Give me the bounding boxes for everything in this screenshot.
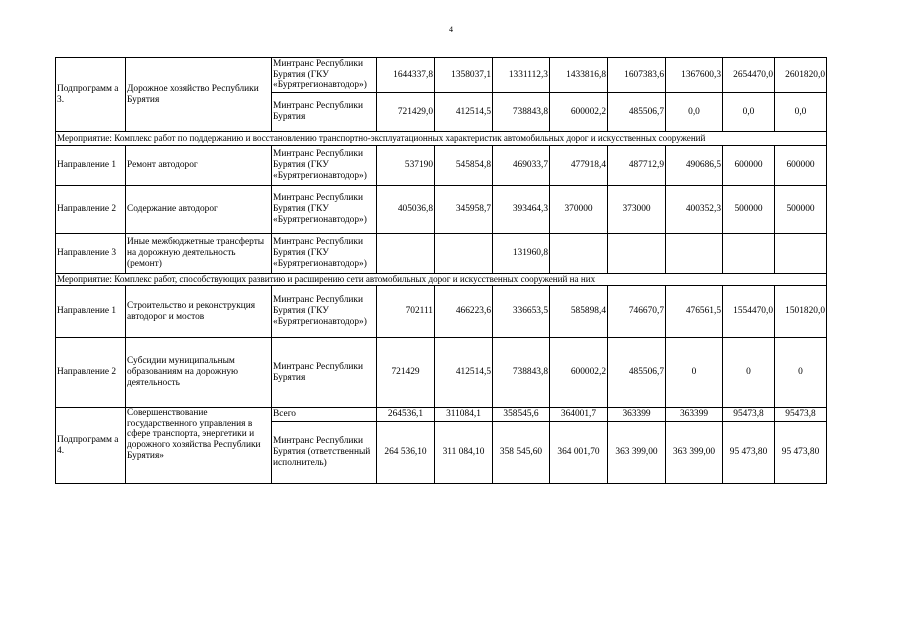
budget-table bbox=[55, 57, 827, 484]
direction-label: Направление 1 bbox=[56, 146, 126, 186]
value-cell: 485506,7 bbox=[608, 338, 666, 408]
value-cell: 746670,7 bbox=[608, 286, 666, 338]
value-cell: 585898,4 bbox=[550, 286, 608, 338]
value-cell: 1367600,3 bbox=[666, 58, 723, 93]
program-label: Подпрограмм а 3. bbox=[56, 58, 126, 132]
value-cell: 364 001,70 bbox=[550, 422, 608, 484]
value-cell bbox=[775, 234, 827, 274]
value-cell: 95 473,80 bbox=[775, 422, 827, 484]
value-cell: 373000 bbox=[608, 186, 666, 234]
value-cell: 469033,7 bbox=[493, 146, 550, 186]
value-cell: 364001,7 bbox=[550, 408, 608, 422]
value-cell: 1501820,0 bbox=[775, 286, 827, 338]
value-cell: 405036,8 bbox=[377, 186, 435, 234]
table-row bbox=[56, 132, 827, 146]
value-cell: 363399 bbox=[608, 408, 666, 422]
direction-name: Ремонт автодорог bbox=[126, 146, 272, 186]
executor-cell: Минтранс Республики Бурятия bbox=[272, 338, 377, 408]
value-cell: 490686,5 bbox=[666, 146, 723, 186]
value-cell: 95 473,80 bbox=[723, 422, 775, 484]
value-cell: 358 545,60 bbox=[493, 422, 550, 484]
value-cell: 2601820,0 bbox=[775, 58, 827, 93]
value-cell: 336653,5 bbox=[493, 286, 550, 338]
direction-name: Субсидии муниципальным образованиям на дорожную деятельность bbox=[126, 338, 272, 408]
value-cell: 0,0 bbox=[666, 93, 723, 132]
value-cell: 131960,8 bbox=[493, 234, 550, 274]
direction-name: Содержание автодорог bbox=[126, 186, 272, 234]
value-cell: 487712,9 bbox=[608, 146, 666, 186]
table-row bbox=[56, 408, 827, 422]
table-row bbox=[56, 234, 827, 274]
value-cell: 466223,6 bbox=[435, 286, 493, 338]
value-cell: 1331112,3 bbox=[493, 58, 550, 93]
value-cell: 721429,0 bbox=[377, 93, 435, 132]
table-row bbox=[56, 338, 827, 408]
value-cell: 537190 bbox=[377, 146, 435, 186]
program-name: Дорожное хозяйство Республики Бурятия bbox=[126, 58, 272, 132]
executor-cell: Минтранс Республики Бурятия (ГКУ «Бурятрегионавтодор») bbox=[272, 186, 377, 234]
value-cell: 0 bbox=[723, 338, 775, 408]
value-cell: 363 399,00 bbox=[666, 422, 723, 484]
value-cell: 358545,6 bbox=[493, 408, 550, 422]
direction-label: Направление 2 bbox=[56, 338, 126, 408]
executor-cell: Минтранс Республики Бурятия (ответственный исполнитель) bbox=[272, 422, 377, 484]
executor-cell: Всего bbox=[272, 408, 377, 422]
value-cell bbox=[608, 234, 666, 274]
value-cell: 738843,8 bbox=[493, 93, 550, 132]
value-cell: 1358037,1 bbox=[435, 58, 493, 93]
value-cell bbox=[435, 234, 493, 274]
value-cell bbox=[723, 234, 775, 274]
executor-cell: Минтранс Республики Бурятия (ГКУ «Бурятрегионавтодор») bbox=[272, 58, 377, 93]
direction-name: Строительство и реконструкция автодорог и мостов bbox=[126, 286, 272, 338]
value-cell: 476561,5 bbox=[666, 286, 723, 338]
executor-cell: Минтранс Республики Бурятия (ГКУ «Бурятрегионавтодор») bbox=[272, 286, 377, 338]
value-cell bbox=[666, 234, 723, 274]
value-cell: 311 084,10 bbox=[435, 422, 493, 484]
value-cell: 264 536,10 bbox=[377, 422, 435, 484]
executor-cell: Минтранс Республики Бурятия (ГКУ «Бурятрегионавтодор») bbox=[272, 146, 377, 186]
table-row bbox=[56, 58, 827, 93]
value-cell: 600002,2 bbox=[550, 93, 608, 132]
value-cell: 311084,1 bbox=[435, 408, 493, 422]
table-row bbox=[56, 186, 827, 234]
table-row bbox=[56, 146, 827, 186]
value-cell: 1607383,6 bbox=[608, 58, 666, 93]
value-cell: 1554470,0 bbox=[723, 286, 775, 338]
value-cell: 95473,8 bbox=[775, 408, 827, 422]
value-cell: 738843,8 bbox=[493, 338, 550, 408]
program-name: Совершенствование государственного управления в сфере транспорта, энергетики и дорожного хозяйства Республики Бурятия» bbox=[126, 408, 272, 484]
executor-cell: Минтранс Республики Бурятия (ГКУ «Бурятрегионавтодор») bbox=[272, 234, 377, 274]
value-cell: 0,0 bbox=[775, 93, 827, 132]
value-cell: 412514,5 bbox=[435, 338, 493, 408]
direction-name: Иные межбюджетные трансферты на дорожную деятельность (ремонт) bbox=[126, 234, 272, 274]
value-cell: 95473,8 bbox=[723, 408, 775, 422]
value-cell: 1644337,8 bbox=[377, 58, 435, 93]
event-heading: Мероприятие: Комплекс работ по поддержанию и восстановлению транспортно-эксплуатационных характеристик автомобильных дорог и искусственных сооружений bbox=[56, 132, 827, 146]
table-row bbox=[56, 274, 827, 286]
event-heading: Мероприятие: Комплекс работ, способствующих развитию и расширению сети автомобильных дорог и искусственных сооружений на них bbox=[56, 274, 827, 286]
table-row bbox=[56, 286, 827, 338]
value-cell: 412514,5 bbox=[435, 93, 493, 132]
value-cell: 1433816,8 bbox=[550, 58, 608, 93]
value-cell bbox=[377, 234, 435, 274]
value-cell: 0 bbox=[775, 338, 827, 408]
value-cell: 500000 bbox=[723, 186, 775, 234]
value-cell: 477918,4 bbox=[550, 146, 608, 186]
page-number: 4 bbox=[449, 25, 453, 34]
direction-label: Направление 2 bbox=[56, 186, 126, 234]
value-cell: 600002,2 bbox=[550, 338, 608, 408]
direction-label: Направление 3 bbox=[56, 234, 126, 274]
value-cell: 0,0 bbox=[723, 93, 775, 132]
value-cell: 600000 bbox=[775, 146, 827, 186]
direction-label: Направление 1 bbox=[56, 286, 126, 338]
value-cell: 363 399,00 bbox=[608, 422, 666, 484]
program-label: Подпрограмм а 4. bbox=[56, 408, 126, 484]
executor-cell: Минтранс Республики Бурятия bbox=[272, 93, 377, 132]
value-cell: 370000 bbox=[550, 186, 608, 234]
value-cell: 500000 bbox=[775, 186, 827, 234]
value-cell: 600000 bbox=[723, 146, 775, 186]
value-cell: 2654470,0 bbox=[723, 58, 775, 93]
value-cell: 545854,8 bbox=[435, 146, 493, 186]
value-cell: 363399 bbox=[666, 408, 723, 422]
value-cell: 345958,7 bbox=[435, 186, 493, 234]
value-cell: 702111 bbox=[377, 286, 435, 338]
value-cell: 393464,3 bbox=[493, 186, 550, 234]
value-cell: 264536,1 bbox=[377, 408, 435, 422]
value-cell: 721429 bbox=[377, 338, 435, 408]
value-cell bbox=[550, 234, 608, 274]
value-cell: 400352,3 bbox=[666, 186, 723, 234]
value-cell: 0 bbox=[666, 338, 723, 408]
value-cell: 485506,7 bbox=[608, 93, 666, 132]
